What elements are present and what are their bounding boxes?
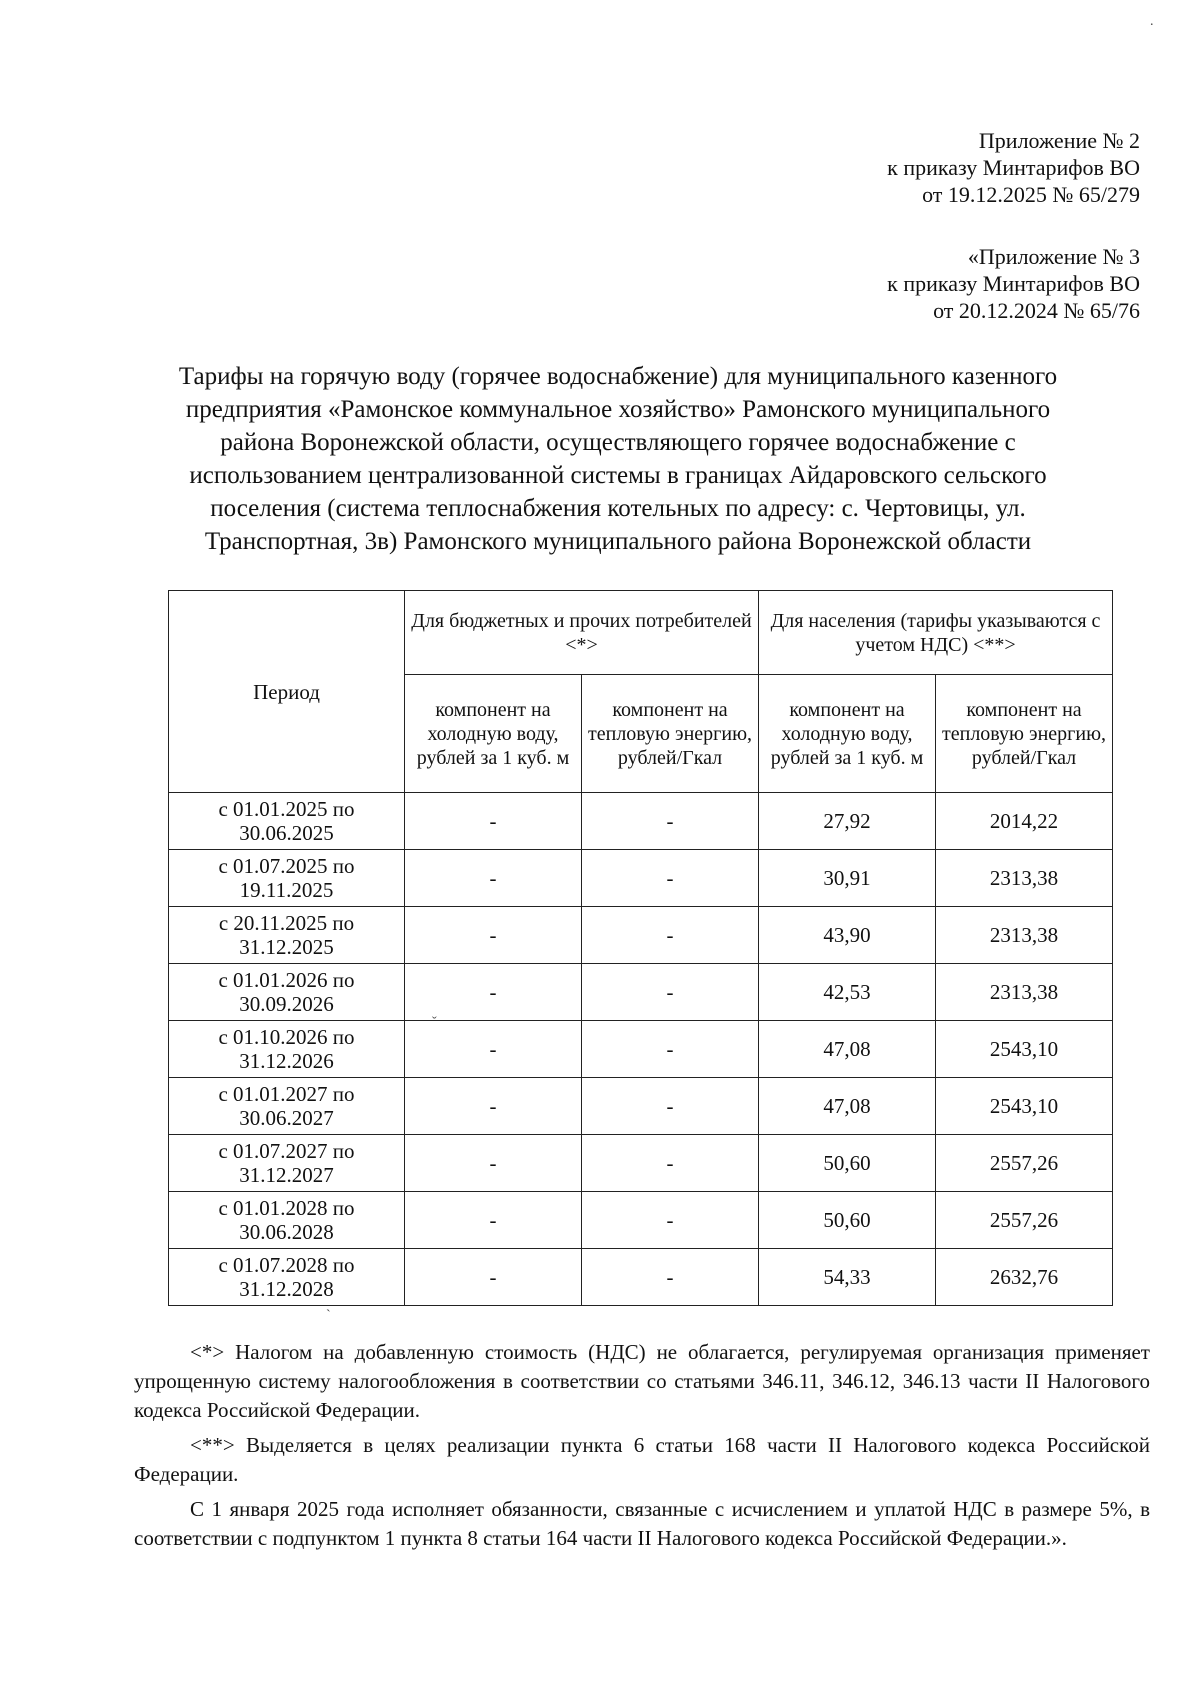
population-heat-cell: 2313,38 [936, 964, 1113, 1021]
scan-speck: ˋ [326, 1308, 331, 1323]
table-row [169, 1192, 1113, 1249]
budget-heat-cell: - [582, 1078, 759, 1135]
population-heat-cell: 2313,38 [936, 850, 1113, 907]
budget-cold-cell: - [405, 1249, 582, 1306]
population-heat-cell: 2543,10 [936, 1021, 1113, 1078]
title-line: предприятия «Рамонское коммунальное хозяйство» Рамонского муниципального [185, 396, 1051, 423]
appendix-reference-original [887, 243, 1140, 324]
population-heat-cell: 2557,26 [936, 1192, 1113, 1249]
table-header-row [169, 591, 1113, 675]
period-header: Период [169, 591, 405, 793]
period-cell: с 01.01.2025 по 30.06.2025 [169, 793, 405, 850]
period-cell: с 01.01.2026 по 30.09.2026 [169, 964, 405, 1021]
title-line: района Воронежской области, осуществляющего горячее водоснабжение с [220, 429, 1016, 456]
budget-cold-cell: - [405, 907, 582, 964]
population-cold-cell: 47,08 [759, 1078, 936, 1135]
title-line: использованием централизованной системы в границах Айдаровского сельского [189, 462, 1047, 489]
table-row [169, 850, 1113, 907]
budget-cold-cell: - [405, 1021, 582, 1078]
budget-heat-header: компонент на тепловую энергию, рублей/Гкал [582, 675, 759, 793]
population-heat-cell: 2632,76 [936, 1249, 1113, 1306]
population-cold-cell: 47,08 [759, 1021, 936, 1078]
population-cold-cell: 50,60 [759, 1135, 936, 1192]
budget-heat-cell: - [582, 850, 759, 907]
budget-cold-cell: - [405, 1192, 582, 1249]
population-cold-cell: 30,91 [759, 850, 936, 907]
budget-heat-cell: - [582, 793, 759, 850]
title-line: Транспортная, 3в) Рамонского муниципального района Воронежской области [204, 528, 1032, 555]
scan-speck: ˇ [432, 1015, 437, 1030]
budget-heat-cell: - [582, 907, 759, 964]
table-row [169, 1078, 1113, 1135]
budget-cold-cell: - [405, 964, 582, 1021]
budget-heat-cell: - [582, 1021, 759, 1078]
title-line: поселения (система теплоснабжения котельных по адресу: с. Чертовицы, ул. [210, 495, 1026, 522]
appendix-line: к приказу Минтарифов ВО [887, 271, 1140, 296]
footnote-vat-exempt: <*> Налогом на добавленную стоимость (НДС) не облагается, регулируемая организация применяет упрощенную систему налогообложения в соответствии со статьями 346.11, 346.12, 346.13 части II Налогового кодекса Российской Федерации. [134, 1340, 1150, 1422]
population-heat-cell: 2014,22 [936, 793, 1113, 850]
period-cell: с 20.11.2025 по 31.12.2025 [169, 907, 405, 964]
table-row [169, 1135, 1113, 1192]
appendix-reference-current [887, 127, 1140, 208]
appendix-line: от 19.12.2025 № 65/279 [922, 182, 1140, 207]
budget-cold-cell: - [405, 850, 582, 907]
budget-cold-header: компонент на холодную воду, рублей за 1 куб. м [405, 675, 582, 793]
budget-heat-cell: - [582, 964, 759, 1021]
period-cell: с 01.01.2027 по 30.06.2027 [169, 1078, 405, 1135]
table-row [169, 907, 1113, 964]
table-row [169, 1249, 1113, 1306]
table-row [169, 793, 1113, 850]
population-cold-header: компонент на холодную воду, рублей за 1 куб. м [759, 675, 936, 793]
budget-cold-cell: - [405, 1135, 582, 1192]
period-cell: с 01.07.2028 по 31.12.2028 [169, 1249, 405, 1306]
tariff-table [168, 590, 1113, 1306]
population-heat-cell: 2313,38 [936, 907, 1113, 964]
period-cell: с 01.01.2028 по 30.06.2028 [169, 1192, 405, 1249]
title-line: Тарифы на горячую воду (горячее водоснабжение) для муниципального казенного [178, 363, 1058, 390]
population-heat-header: компонент на тепловую энергию, рублей/Гкал [936, 675, 1113, 793]
budget-cold-cell: - [405, 1078, 582, 1135]
table-row [169, 964, 1113, 1021]
population-group-header: Для населения (тарифы указываются с учетом НДС) <**> [759, 591, 1113, 675]
footnotes [134, 1338, 1150, 1559]
table-row [169, 1021, 1113, 1078]
document-title [118, 360, 1118, 558]
budget-group-header: Для бюджетных и прочих потребителей <*> [405, 591, 759, 675]
population-cold-cell: 42,53 [759, 964, 936, 1021]
budget-heat-cell: - [582, 1249, 759, 1306]
appendix-line: «Приложение № 3 [967, 244, 1140, 269]
population-cold-cell: 27,92 [759, 793, 936, 850]
budget-cold-cell: - [405, 793, 582, 850]
population-heat-cell: 2543,10 [936, 1078, 1113, 1135]
period-cell: с 01.10.2026 по 31.12.2026 [169, 1021, 405, 1078]
footnote-vat-2025: С 1 января 2025 года исполняет обязанности, связанные с исчислением и уплатой НДС в размере 5%, в соответствии с подпунктом 1 пункта 8 статьи 164 части II Налогового кодекса Российской Федерации.». [134, 1497, 1150, 1550]
appendix-line: от 20.12.2024 № 65/76 [933, 298, 1140, 323]
population-cold-cell: 50,60 [759, 1192, 936, 1249]
period-cell: с 01.07.2027 по 31.12.2027 [169, 1135, 405, 1192]
population-heat-cell: 2557,26 [936, 1135, 1113, 1192]
population-cold-cell: 43,90 [759, 907, 936, 964]
footnote-vat-allocated: <**> Выделяется в целях реализации пункта 6 статьи 168 части II Налогового кодекса Российской Федерации. [134, 1433, 1150, 1486]
budget-heat-cell: - [582, 1192, 759, 1249]
population-cold-cell: 54,33 [759, 1249, 936, 1306]
scan-speck: . [1150, 14, 1154, 29]
period-cell: с 01.07.2025 по 19.11.2025 [169, 850, 405, 907]
appendix-line: Приложение № 2 [978, 128, 1140, 153]
budget-heat-cell: - [582, 1135, 759, 1192]
appendix-line: к приказу Минтарифов ВО [887, 155, 1140, 180]
